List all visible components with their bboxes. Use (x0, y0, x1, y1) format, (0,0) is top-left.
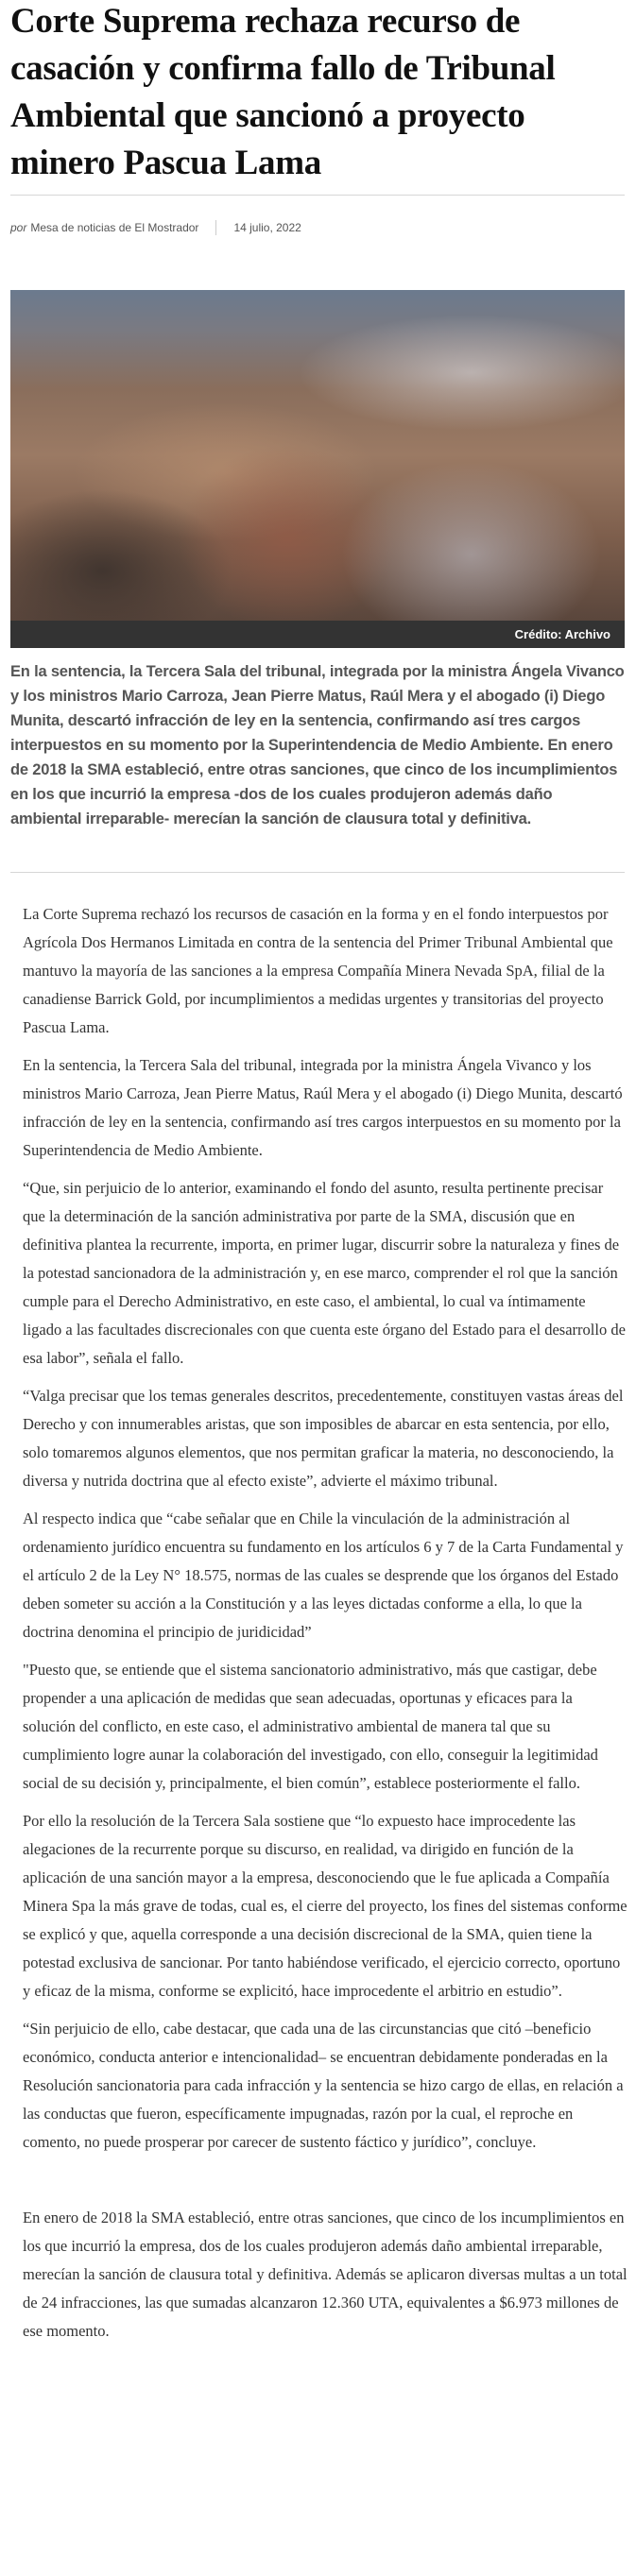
article-body (23, 900, 627, 2355)
featured-figure (10, 290, 625, 648)
paragraph: "Puesto que, se entiende que el sistema sancionatorio administrativo, más que castigar, debe propender a una aplicación de medidas que sean adecuadas, oportunas y eficaces para la solución del conflicto, en este caso, el administrativo ambiental de manera tal que su cumplimiento logre aunar la colaboración del investigado, con ello, conseguir la legitimidad social de su decisión y, principalmente, el bien común”, establece posteriormente el fallo. (23, 1661, 598, 1792)
paragraph: La Corte Suprema rechazó los recursos de casación en la forma y en el fondo interpuestos por Agrícola Dos Hermanos Limitada en contra de la sentencia del Primer Tribunal Ambiental que mantuvo la mayoría de las sanciones a la empresa Compañía Minera Nevada SpA, filial de la canadiense Barrick Gold, por incumplimientos a medidas urgentes y transitorias del proyecto Pascua Lama. (23, 905, 613, 1036)
paragraph: Por ello la resolución de la Tercera Sala sostiene que “lo expuesto hace improcedente las alegaciones de la recurrente porque su discurso, en realidad, va dirigido en función de la aplicación de una sanción mayor a la empresa, desconociendo que le fue aplicada a Compañía Minera Spa la más grave de todas, cual es, el cierre del proyecto, los fines del sistemas conforme se explicó y que, aquella corresponde a una decisión discrecional de la SMA, quien tiene la potestad exclusiva de sancionar. Por tanto habiéndose verificado, el ejercicio correcto, oportuno y eficaz de la misma, conforme se explicitó, hace improcedente el arbitrio en estudio”. (23, 1812, 627, 2000)
publish-date: 14 julio, 2022 (233, 221, 301, 234)
paragraph: “Valga precisar que los temas generales descritos, precedentemente, constituyen vastas áreas del Derecho y con innumerables aristas, que son imposibles de abarcar en esta sentencia, por ello, solo tomaremos algunos elementos, que nos permitan graficar la materia, no desconociendo, la diversa y nutrida doctrina que al efecto existe”, advierte el máximo tribunal. (23, 1387, 624, 1490)
paragraph: “Que, sin perjuicio de lo anterior, examinando el fondo del asunto, resulta pertinente precisar que la determinación de la sanción administrativa por parte de la SMA, discusión que en definitiva plantea la recurrente, importa, en primer lugar, discurrir sobre la naturaleza y fines de la potestad sancionadora de la administración y, en ese marco, comprender el rol que la sanción cumple para el Derecho Administrativo, en este caso, el ambiental, lo cual va íntimamente ligado a las facultades discrecionales con que cuenta este órgano del Estado para el desarrollo de esa labor”, señala el fallo. (23, 1179, 626, 1367)
byline (10, 220, 301, 235)
blank-paragraph (23, 2166, 627, 2194)
paragraph: “Sin perjuicio de ello, cabe destacar, que cada una de las circunstancias que citó –beneficio económico, conducta anterior e intencionalidad– se encuentran debidamente ponderadas en la Resolución sancionatoria para cada infracción y la sentencia se hizo cargo de ellas, en relación a las conductas que fueron, específicamente impugnadas, razón por la cual, el reproche en comento, no puede prosperar por carecer de sustento fáctico y jurídico”, concluye. (23, 2020, 624, 2151)
article-title: Corte Suprema rechaza recurso de casación y confirma fallo de Tribunal Ambiental que sancionó a proyecto minero Pascua Lama (10, 2, 556, 182)
article-lead: En la sentencia, la Tercera Sala del tribunal, integrada por la ministra Ángela Vivanco y los ministros Mario Carroza, Jean Pierre Matus, Raúl Mera y el abogado (i) Diego Munita, descartó infracción de ley en la sentencia, confirmando así tres cargos interpuestos en su momento por la Superintendencia de Medio Ambiente. En enero de 2018 la SMA estableció, entre otras sanciones, que cinco de los incumplimientos en los que incurrió la empresa -dos de los cuales produjeron además daño ambiental irreparable- merecían la sanción de clausura total y definitiva. (10, 663, 625, 827)
lead-divider (10, 872, 625, 873)
byline-prefix: por (10, 221, 27, 234)
byline-separator (215, 220, 216, 235)
paragraph: Al respecto indica que “cabe señalar que en Chile la vinculación de la administración al ordenamiento jurídico encuentra su fundamento en los artículos 6 y 7 de la Carta Fundamental y el artículo 2 de la Ley N° 18.575, normas de las cuales se desprende que los órganos del Estado deben someter su acción a la Constitución y a las leyes dictadas conforme a ella, lo que la doctrina denomina el principio de juridicidad” (23, 1510, 624, 1641)
paragraph: En la sentencia, la Tercera Sala del tribunal, integrada por la ministra Ángela Vivanco y los ministros Mario Carroza, Jean Pierre Matus, Raúl Mera y el abogado (i) Diego Munita, descartó infracción de ley en la sentencia, confirmando así tres cargos interpuestos en su momento por la Superintendencia de Medio Ambiente. (23, 1056, 623, 1159)
featured-image-mountain-mine (10, 290, 625, 621)
image-caption: Crédito: Archivo (10, 621, 625, 648)
author-link[interactable]: Mesa de noticias de El Mostrador (30, 221, 199, 234)
title-divider (10, 195, 625, 196)
paragraph: En enero de 2018 la SMA estableció, entre otras sanciones, que cinco de los incumplimientos en los que incurrió la empresa, dos de los cuales produjeron además daño ambiental irreparable, merecían la sanción de clausura total y definitiva. Además se aplicaron diversas multas a un total de 24 infracciones, las que sumadas alcanzaron 12.360 UTA, equivalentes a $6.973 millones de ese momento. (23, 2209, 627, 2340)
